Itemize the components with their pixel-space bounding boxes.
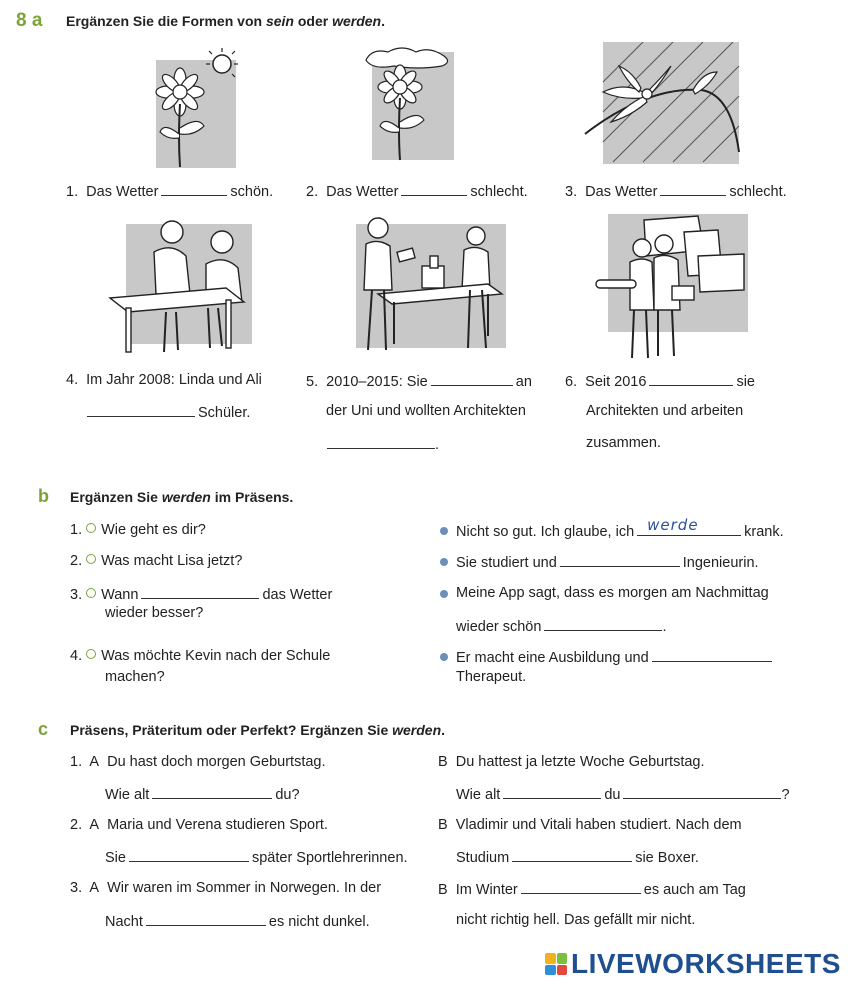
section-b-heading: Ergänzen Sie werden im Präsens. (70, 489, 294, 505)
open-circle-bullet-icon (86, 523, 96, 533)
b-question-2: 2. Was macht Lisa jetzt? (70, 553, 243, 569)
b-question-4: 4. Was möchte Kevin nach der Schule (70, 648, 331, 664)
c-item-2-b: B Vladimir und Vitali haben studiert. Nach dem (438, 817, 742, 833)
b-answer-3-line2: wieder schön . (456, 619, 667, 635)
section-c-heading: Präsens, Präteritum oder Perfekt? Ergänzen Sie werden. (70, 722, 446, 738)
c-item-2-b-blank[interactable] (512, 848, 632, 862)
c-item-3-b: B Im Winter es auch am Tag (438, 882, 746, 898)
b-question-4-line2: machen? (105, 669, 165, 685)
liveworksheets-logo-icon (545, 953, 567, 975)
c-item-1-b-blank-2[interactable] (623, 785, 781, 799)
open-circle-bullet-icon (86, 554, 96, 564)
open-circle-bullet-icon (86, 649, 96, 659)
filled-circle-bullet-icon (440, 653, 448, 661)
cloudy-flower-picture (358, 42, 458, 164)
open-circle-bullet-icon (86, 588, 96, 598)
c-item-1-a-blank[interactable] (152, 785, 272, 799)
section-b-letter: b (38, 486, 49, 506)
filled-circle-bullet-icon (440, 558, 448, 566)
c-item-1-b: B Du hattest ja letzte Woche Geburtstag. (438, 754, 705, 770)
architects-model-picture (338, 210, 510, 356)
rainy-flower-picture (583, 42, 745, 168)
a-item-5-blank-2[interactable] (327, 435, 435, 449)
a-item-5-line2: der Uni und wollten Architekten (326, 403, 526, 419)
a-item-4: 4. Im Jahr 2008: Linda und Ali (66, 372, 262, 388)
a-item-3: 3. Das Wetter schlecht. (565, 184, 787, 200)
a-item-6-line2: Architekten und arbeiten (586, 403, 744, 419)
liveworksheets-logo[interactable] (545, 948, 841, 980)
b-answer-4-blank[interactable] (652, 648, 772, 662)
b-answer-1-blank[interactable] (637, 516, 741, 536)
architects-building-picture (588, 210, 750, 360)
b-answer-2: Sie studiert und Ingenieurin. (456, 555, 759, 571)
a-item-5: 5. 2010–2015: Sie an (306, 374, 532, 390)
a-item-4-line2: Schüler. (84, 403, 250, 421)
section-a-heading: Ergänzen Sie die Formen von sein oder werden. (66, 13, 385, 29)
c-item-2-a: 2. A Maria und Verena studieren Sport. (70, 817, 328, 833)
b-question-3: 3. Wann das Wetter (70, 587, 333, 603)
b-answer-3-blank[interactable] (544, 617, 662, 631)
c-item-2-b-line2: Studium sie Boxer. (456, 850, 699, 866)
a-item-5-line3: . (324, 435, 439, 453)
a-item-1-blank[interactable] (161, 182, 227, 196)
filled-circle-bullet-icon (440, 527, 448, 535)
sunny-flower-picture (150, 42, 242, 168)
b-answer-4-line2: Therapeut. (456, 669, 527, 685)
a-item-6-blank[interactable] (649, 372, 733, 386)
section-c-letter: c (38, 719, 49, 739)
c-item-1-a: 1. A Du hast doch morgen Geburtstag. (70, 754, 326, 770)
a-item-6: 6. Seit 2016 sie (565, 374, 755, 390)
c-item-3-a-blank[interactable] (146, 912, 266, 926)
a-item-6-line3: zusammen. (586, 435, 661, 451)
a-item-4-blank[interactable] (87, 403, 195, 417)
c-item-3-a: 3. A Wir waren im Sommer in Norwegen. In der (70, 880, 382, 896)
c-item-3-b-blank[interactable] (521, 880, 641, 894)
c-item-2-a-blank[interactable] (129, 848, 249, 862)
section-a-letter: a (31, 10, 43, 31)
a-item-3-blank[interactable] (660, 182, 726, 196)
b-answer-4: Er macht eine Ausbildung und (456, 648, 775, 666)
b-question-3-blank[interactable] (141, 585, 259, 599)
exercise-number: 8 a (16, 10, 43, 31)
b-answer-2-blank[interactable] (560, 553, 680, 567)
filled-circle-bullet-icon (440, 590, 448, 598)
b-answer-1: Nicht so gut. Ich glaube, ich werde krank. (456, 516, 784, 540)
students-desk-picture (106, 212, 256, 360)
b-question-3-line2: wieder besser? (105, 605, 204, 621)
c-item-3-a-line2: Nacht es nicht dunkel. (105, 914, 370, 930)
c-item-3-b-line2: nicht richtig hell. Das gefällt mir nicht. (456, 912, 696, 928)
a-item-2-blank[interactable] (401, 182, 467, 196)
c-item-1-b-blank-1[interactable] (503, 785, 601, 799)
c-item-2-a-line2: Sie später Sportlehrerinnen. (105, 850, 408, 866)
a-item-2: 2. Das Wetter schlecht. (306, 184, 528, 200)
b-answer-3: Meine App sagt, dass es morgen am Nachmittag (456, 585, 769, 601)
b-question-1: 1. Wie geht es dir? (70, 522, 206, 538)
a-item-1: 1. Das Wetter schön. (66, 184, 274, 200)
b-answer-1-filled-value: werde (647, 516, 699, 534)
logo-text: LIVEWORKSHEETS (571, 948, 841, 979)
c-item-1-b-line2: Wie alt du ? (456, 787, 790, 803)
a-item-5-blank-1[interactable] (431, 372, 513, 386)
c-item-1-a-line2: Wie alt du? (105, 787, 300, 803)
